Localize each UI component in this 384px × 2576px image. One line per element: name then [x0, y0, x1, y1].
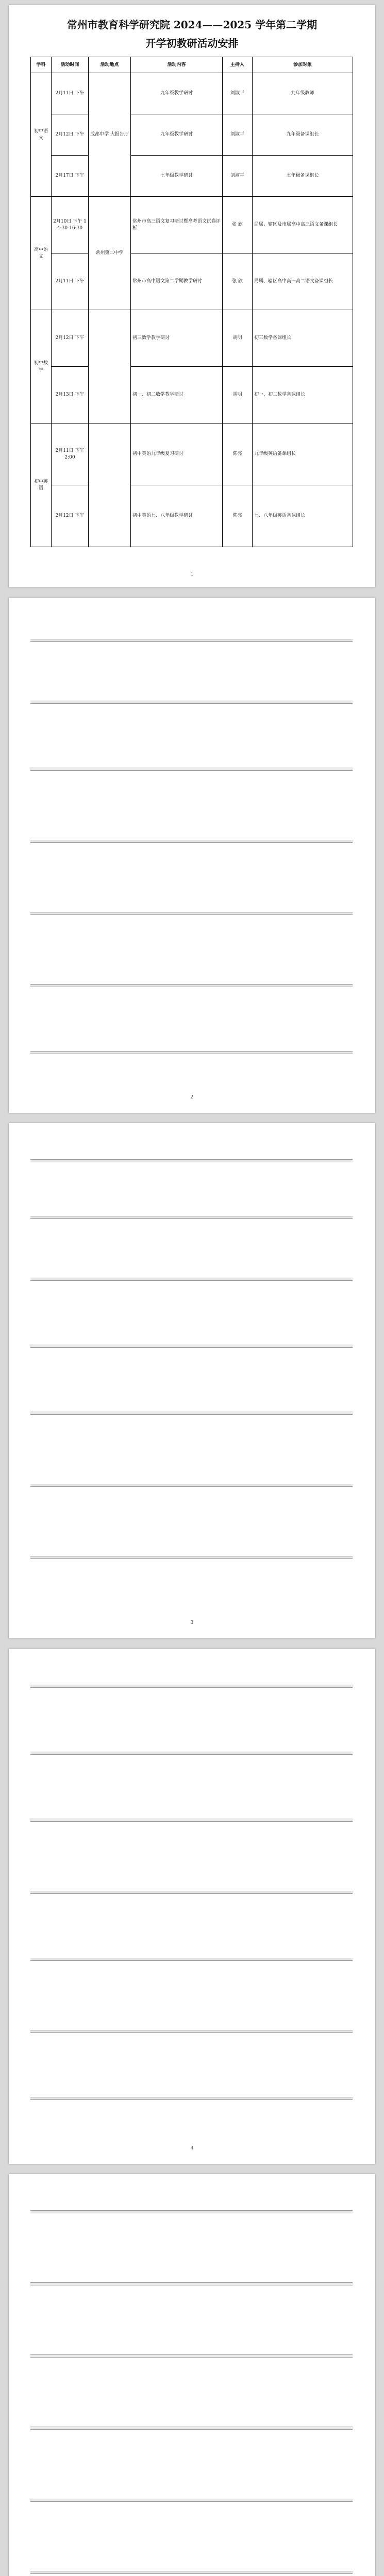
- host-cell: 刘淑平: [223, 73, 253, 114]
- document-page-4: [9, 1649, 375, 2164]
- document-page-5: [9, 2174, 375, 2576]
- table-row-placeholder: [30, 1685, 353, 1688]
- content-cell: 初一、初二数学教学研讨: [131, 367, 223, 423]
- place-cell: [89, 423, 131, 547]
- table-row-placeholder: [30, 2097, 353, 2100]
- time-cell: 2月17日 下午: [52, 156, 89, 197]
- host-cell: 刘淑平: [223, 156, 253, 197]
- host-cell: 陈亮: [223, 423, 253, 485]
- table-row-placeholder: [30, 2499, 353, 2502]
- table-row: [31, 197, 353, 253]
- table-row-placeholder: [30, 1412, 353, 1415]
- table-row-placeholder: [30, 768, 353, 771]
- table-row-placeholder: [30, 1484, 353, 1487]
- target-cell: 局属、辖区高中高一高二语文备课组长: [253, 253, 353, 310]
- time-cell: 2月11日 下午 2:00: [52, 423, 89, 485]
- content-cell: 七年级教学研讨: [131, 156, 223, 197]
- time-cell: 2月11日 下午: [52, 73, 89, 114]
- table-row: [31, 73, 353, 114]
- content-cell: 常州市高三语文复习研讨暨高考语文试卷评析: [131, 197, 223, 253]
- host-cell: 陈亮: [223, 485, 253, 547]
- table-row-placeholder: [30, 912, 353, 915]
- table-row-placeholder: [30, 701, 353, 704]
- table-row-placeholder: [30, 2282, 353, 2285]
- table-row-placeholder: [30, 1216, 353, 1219]
- table-row-placeholder: [30, 984, 353, 987]
- table-row-placeholder: [30, 2427, 353, 2430]
- subject-cell: 高中语文: [31, 197, 52, 310]
- host-cell: 刘淑平: [223, 114, 253, 156]
- time-cell: 2月11日 下午: [52, 253, 89, 310]
- target-cell: 七、八年级英语备课组长: [253, 485, 353, 547]
- subject-cell: 初中英语: [31, 423, 52, 547]
- table-header-row: [31, 57, 353, 73]
- table-row: [31, 156, 353, 197]
- target-cell: 局属、辖区及市属高中高三语文备课组长: [253, 197, 353, 253]
- place-cell: 成都中学 大报告厅: [89, 73, 131, 197]
- table-row-placeholder: [30, 1958, 353, 1961]
- place-cell: 常州第二中学: [89, 197, 131, 310]
- header-host: 主持人: [223, 57, 253, 73]
- host-cell: 胡明: [223, 367, 253, 423]
- table-row-placeholder: [30, 1159, 353, 1162]
- content-cell: 初中英语九年级复习研讨: [131, 423, 223, 485]
- header-place: 活动地点: [89, 57, 131, 73]
- target-cell: 初一、初二数学备课组长: [253, 367, 353, 423]
- table-row: [31, 310, 353, 367]
- table-row-placeholder: [30, 1051, 353, 1054]
- document-page-3: [9, 1123, 375, 1638]
- host-cell: 张 欣: [223, 197, 253, 253]
- table-row-placeholder: [30, 1556, 353, 1559]
- table-row-placeholder: [30, 840, 353, 843]
- place-cell: [89, 310, 131, 423]
- table-row: [31, 485, 353, 547]
- table-row-placeholder: [30, 1752, 353, 1755]
- table-row-placeholder: [30, 2354, 353, 2358]
- schedule-table: [30, 57, 353, 547]
- content-cell: 初三数学教学研讨: [131, 310, 223, 367]
- document-subtitle: 开学初教研活动安排: [145, 37, 239, 49]
- time-cell: 2月12日 下午: [52, 114, 89, 156]
- table-row-placeholder: [30, 1345, 353, 1348]
- table-row: [31, 423, 353, 485]
- host-cell: 胡明: [223, 310, 253, 367]
- table-row-placeholder: [30, 2571, 353, 2574]
- target-cell: 七年级备课组长: [253, 156, 353, 197]
- time-cell: 2月13日 下午: [52, 367, 89, 423]
- page-number: 3: [190, 1620, 194, 1625]
- target-cell: 初三数学备课组长: [253, 310, 353, 367]
- document-page-1: [9, 5, 375, 587]
- header-time: 活动时间: [52, 57, 89, 73]
- table-row-placeholder: [30, 2030, 353, 2033]
- header-subject: 学科: [31, 57, 52, 73]
- target-cell: 九年级备课组长: [253, 114, 353, 156]
- table-row-placeholder: [30, 1891, 353, 1894]
- time-cell: 2月12日 下午: [52, 485, 89, 547]
- document-page-2: [9, 598, 375, 1113]
- table-row: [31, 367, 353, 423]
- page-number: 4: [190, 2146, 194, 2151]
- target-cell: 九年级教师: [253, 73, 353, 114]
- host-cell: 张 欣: [223, 253, 253, 310]
- content-cell: 九年级教学研讨: [131, 114, 223, 156]
- content-cell: 初中英语七、八年级教学研讨: [131, 485, 223, 547]
- table-row: [31, 114, 353, 156]
- page-number: 1: [190, 572, 194, 577]
- header-target: 参加对象: [253, 57, 353, 73]
- subject-cell: 初中语文: [31, 73, 52, 197]
- header-content: 活动内容: [131, 57, 223, 73]
- target-cell: 九年级英语备课组长: [253, 423, 353, 485]
- content-cell: 常州市高中语文第二学期教学研讨: [131, 253, 223, 310]
- page-number: 2: [190, 1095, 194, 1100]
- table-row-placeholder: [30, 1819, 353, 1822]
- subject-cell: 初中数学: [31, 310, 52, 423]
- document-title: 常州市教育科学研究院 2024——2025 学年第二学期: [66, 19, 318, 31]
- content-cell: 九年级教学研讨: [131, 73, 223, 114]
- table-row: [31, 253, 353, 310]
- table-row-placeholder: [30, 2210, 353, 2213]
- table-row-placeholder: [30, 639, 353, 642]
- time-cell: 2月10日 下午 14:30-16:30: [52, 197, 89, 253]
- time-cell: 2月12日 下午: [52, 310, 89, 367]
- table-row-placeholder: [30, 1278, 353, 1281]
